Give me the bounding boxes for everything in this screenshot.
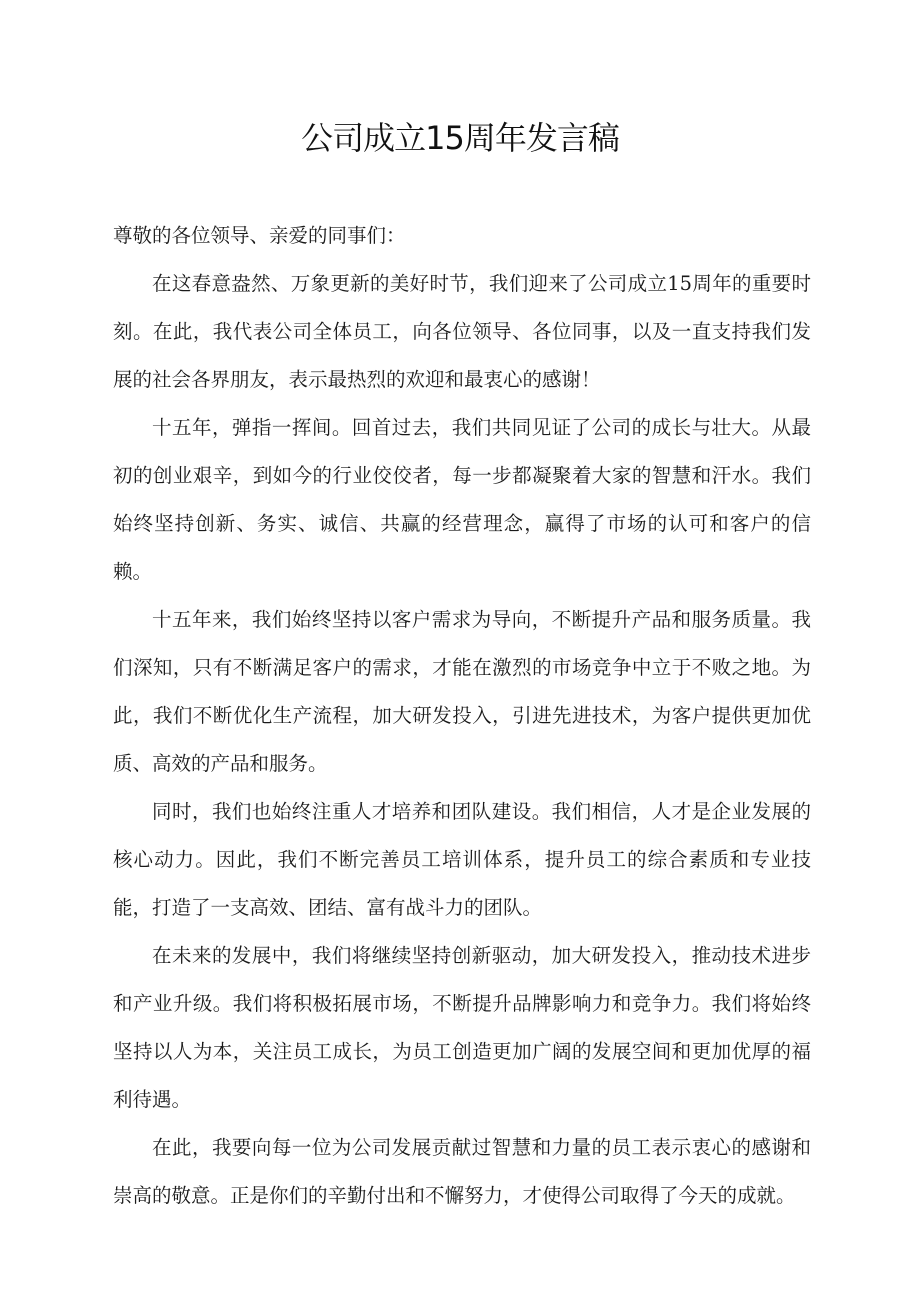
document-body bbox=[113, 212, 811, 1220]
paragraph-history: 十五年，弹指一挥间。回首过去，我们共同见证了公司的成长与壮大。从最初的创业艰辛，到如今的行业佼佼者，每一步都凝聚着大家的智慧和汗水。我们始终坚持创新、务实、诚信、共赢的经营理念，赢得了市场的认可和客户的信赖。 bbox=[113, 416, 811, 583]
document-title: 公司成立15周年发言稿 bbox=[301, 119, 619, 157]
paragraph-customer-focus: 十五年来，我们始终坚持以客户需求为导向，不断提升产品和服务质量。我们深知，只有不断满足客户的需求，才能在激烈的市场竞争中立于不败之地。为此，我们不断优化生产流程，加大研发投入，引进先进技术，为客户提供更加优质、高效的产品和服务。 bbox=[113, 608, 811, 775]
paragraph-talent: 同时，我们也始终注重人才培养和团队建设。我们相信，人才是企业发展的核心动力。因此，我们不断完善员工培训体系，提升员工的综合素质和专业技能，打造了一支高效、团结、富有战斗力的团队。 bbox=[113, 800, 811, 919]
salutation: 尊敬的各位领导、亲爱的同事们： bbox=[113, 224, 406, 247]
paragraph-future: 在未来的发展中，我们将继续坚持创新驱动，加大研发投入，推动技术进步和产业升级。我们将积极拓展市场，不断提升品牌影响力和竞争力。我们将始终坚持以人为本，关注员工成长，为员工创造更加广阔的发展空间和更加优厚的福利待遇。 bbox=[113, 944, 811, 1111]
paragraph-thanks: 在此，我要向每一位为公司发展贡献过智慧和力量的员工表示衷心的感谢和崇高的敬意。正是你们的辛勤付出和不懈努力，才使得公司取得了今天的成就。 bbox=[113, 1136, 811, 1207]
paragraph-opening: 在这春意盎然、万象更新的美好时节，我们迎来了公司成立15周年的重要时刻。在此，我代表公司全体员工，向各位领导、各位同事，以及一直支持我们发展的社会各界朋友，表示最热烈的欢迎和最衷心的感谢！ bbox=[113, 272, 811, 391]
